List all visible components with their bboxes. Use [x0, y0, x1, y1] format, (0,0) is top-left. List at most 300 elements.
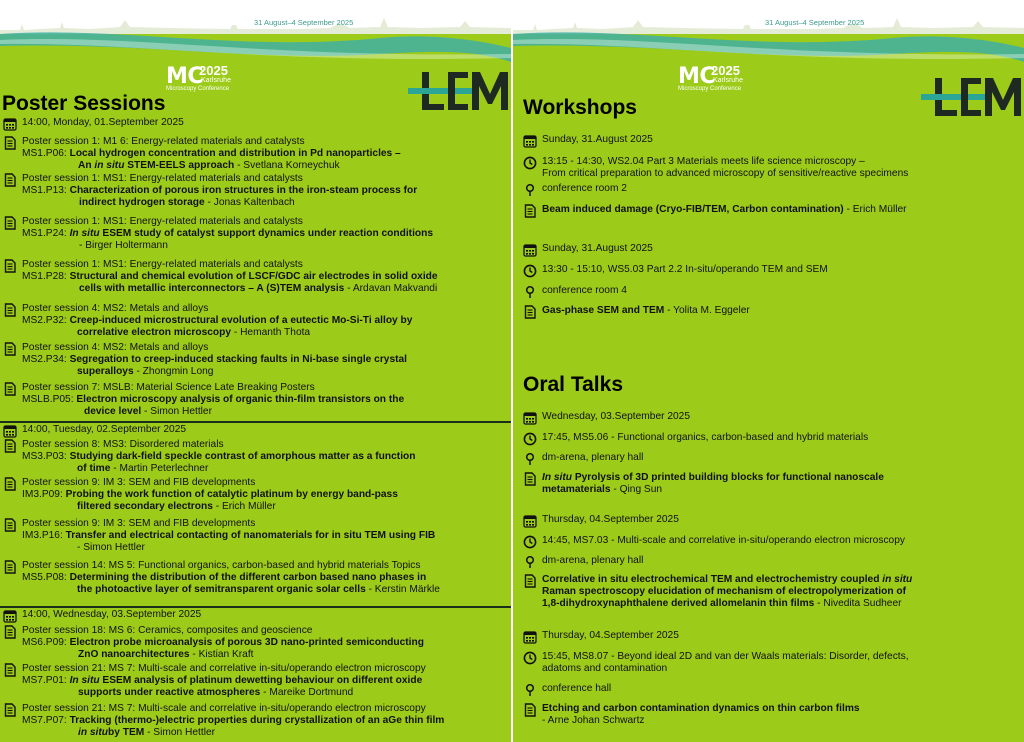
- item-text: [542, 264, 828, 276]
- event-room-row: [523, 285, 627, 297]
- title-italic: In situ: [69, 228, 100, 239]
- text-line: [542, 285, 627, 297]
- session-label: Poster session 4: MS2: Metals and alloys: [22, 303, 209, 314]
- header-date: 31 August–4 September 2025: [254, 18, 354, 27]
- text-line: [22, 271, 438, 283]
- item-text: [22, 663, 426, 699]
- oral-title: Oral Talks: [523, 373, 623, 396]
- event-date: Wednesday, 03.September 2025: [542, 411, 691, 422]
- event-time-row: [523, 651, 909, 675]
- item-text: [542, 703, 860, 727]
- author: - Jonas Kaltenbach: [204, 197, 295, 208]
- item-text: [542, 156, 908, 180]
- wave-graphic-right: [513, 28, 1024, 68]
- poster-item: [3, 382, 405, 418]
- text-line: [542, 305, 750, 317]
- location-pin-icon: [523, 183, 537, 197]
- event-date-row: [523, 411, 691, 423]
- day-separator: [0, 421, 511, 423]
- talk-title: Pyrolysis of 3D printed building blocks for functional nanoscale: [572, 472, 884, 483]
- calendar-icon: [523, 411, 537, 425]
- poster-item: [3, 303, 413, 339]
- author: - Simon Hettler: [141, 406, 212, 417]
- item-text: [22, 303, 412, 339]
- lem-logo-icon: [921, 76, 1023, 120]
- text-line: [542, 598, 912, 610]
- talk-title: Beam induced damage (Cryo-FIB/TEM, Carbon contamination): [542, 204, 844, 215]
- event-time: 13:30 - 15:10, WS5.03 Part 2.2 In-situ/operando TEM and SEM: [542, 264, 828, 275]
- text-line: [22, 584, 440, 596]
- poster-title-line: Transfer and electrical contacting of nanomaterials for in situ TEM using FIB: [65, 530, 436, 541]
- session-label: Poster session 8: MS3: Disordered materials: [22, 439, 224, 450]
- author: - Ardavan Makvandi: [344, 283, 438, 294]
- poster-code: MS1.P28:: [22, 271, 67, 282]
- text-line: [22, 382, 404, 394]
- poster-item: [3, 173, 418, 209]
- poster-code: MS2.P34:: [22, 354, 67, 365]
- calendar-icon: [3, 117, 17, 131]
- item-text: [22, 136, 401, 172]
- author: - Svetlana Korneychuk: [234, 160, 340, 171]
- title-italic: In situ: [542, 472, 572, 483]
- item-text: [542, 574, 912, 610]
- poster-title-line: Structural and chemical evolution of LSCF/GDC air electrodes in solid oxide: [69, 271, 438, 282]
- poster-title-line: ZnO nanoarchitectures: [78, 649, 190, 660]
- poster-title-line: Creep-induced microstructural evolution of a eutectic Mo-Si-Ti alloy by: [69, 315, 413, 326]
- text-line: [542, 168, 908, 180]
- lem-logo-icon: [408, 70, 510, 114]
- poster-code: MS1.P24:: [22, 228, 67, 239]
- poster-code: IM3.P16:: [22, 530, 63, 541]
- calendar-icon: [3, 424, 17, 438]
- text-line: [22, 197, 417, 209]
- item-text: [22, 382, 404, 418]
- poster-item: [3, 136, 401, 172]
- text-line: [22, 240, 433, 252]
- logo-year: 2025: [199, 63, 228, 78]
- header-date-right: 31 August–4 September 2025: [765, 18, 865, 27]
- text-line: [22, 439, 415, 451]
- text-line: [22, 530, 435, 542]
- poster-code: MS1.P06:: [22, 148, 67, 159]
- event-date-row: [523, 514, 679, 526]
- poster-title-line: indirect hydrogen storage: [79, 197, 205, 208]
- location-pin-icon: [523, 683, 537, 697]
- text-line: [22, 501, 398, 513]
- talk-title: Correlative in situ electrochemical TEM and electrochemistry coupled: [542, 574, 883, 585]
- workshops-title: Workshops: [523, 96, 637, 119]
- session-label: Poster session 1: MS1: Energy-related materials and catalysts: [22, 173, 303, 184]
- document-icon: [3, 136, 17, 150]
- author: - Erich Müller: [843, 204, 907, 215]
- item-text: [542, 285, 627, 297]
- poster-title-line: the photoactive layer of semitransparent organic solar cells: [77, 584, 366, 595]
- event-room: conference hall: [542, 683, 612, 694]
- text-line: [22, 228, 433, 240]
- author: - Nivedita Sudheer: [814, 598, 902, 609]
- item-text: [542, 305, 750, 317]
- text-line: [22, 675, 426, 687]
- item-text: [542, 134, 653, 146]
- document-icon: [3, 625, 17, 639]
- poster-code: MSLB.P05:: [22, 394, 74, 405]
- calendar-icon: [3, 609, 17, 623]
- document-icon: [3, 703, 17, 717]
- poster-code: MS3.P03:: [22, 451, 67, 462]
- poster-code: IM3.P09:: [22, 489, 63, 500]
- poster-item: [3, 625, 424, 661]
- title-italic: in situ: [882, 574, 913, 585]
- poster-title-line: filtered secondary electrons: [77, 501, 213, 512]
- text-line: [542, 134, 653, 146]
- item-text: [542, 183, 627, 195]
- text-line: [22, 703, 444, 715]
- author: - Hemanth Thota: [231, 327, 311, 338]
- text-line: [22, 463, 415, 475]
- poster-title-line: Electron probe microanalysis of porous 3D nano-printed semiconducting: [69, 637, 424, 648]
- text-line: [22, 637, 424, 649]
- talk-title: Gas-phase SEM and TEM: [542, 305, 665, 316]
- text-line: [542, 630, 679, 642]
- text-line: [22, 185, 417, 197]
- logo-mc: MC: [678, 64, 716, 89]
- item-text: [542, 535, 905, 547]
- text-line: [542, 663, 909, 675]
- item-text: [542, 651, 909, 675]
- item-text: [542, 555, 643, 567]
- text-line: [542, 472, 884, 484]
- author: - Simon Hettler: [144, 727, 216, 738]
- text-line: [22, 663, 426, 675]
- event-room-row: [523, 183, 627, 195]
- talk-item: [523, 204, 907, 216]
- document-icon: [3, 477, 17, 491]
- poster-item: [3, 663, 426, 699]
- talk-title: metamaterials: [542, 484, 611, 495]
- event-time-row: [523, 535, 905, 547]
- poster-title-line: Probing the work function of catalytic platinum by energy band-pass: [65, 489, 398, 500]
- talk-title: Etching and carbon contamination dynamics on thin carbon films: [542, 703, 860, 714]
- item-text: [542, 204, 907, 216]
- title-italic: in situ: [94, 160, 125, 171]
- event-room-row: [523, 452, 644, 464]
- document-icon: [523, 574, 537, 588]
- calendar-icon: [523, 243, 537, 257]
- poster-title-line: correlative electron microscopy: [77, 327, 232, 338]
- text-line: [542, 243, 653, 255]
- text-line: [542, 651, 909, 663]
- talk-item: [523, 305, 750, 317]
- event-time-row: [523, 432, 869, 444]
- poster-title: Poster Sessions: [2, 92, 166, 115]
- poster-title-line: Characterization of porous iron structures in the iron-steam process for: [69, 185, 418, 196]
- text-line: [22, 303, 412, 315]
- author: - Arne Johan Schwartz: [542, 715, 645, 726]
- text-line: [22, 625, 424, 637]
- document-icon: [3, 560, 17, 574]
- document-icon: [3, 518, 17, 532]
- item-text: [22, 703, 444, 739]
- event-date: Thursday, 04.September 2025: [542, 514, 679, 525]
- day-separator: [0, 606, 511, 608]
- text-line: [22, 649, 424, 661]
- session-label: Poster session 21: MS 7: Multi-scale and correlative in-situ/operando electron microscopy: [22, 663, 426, 674]
- text-line: [542, 514, 679, 526]
- mc2025-logo-right: [678, 64, 741, 92]
- logo-mc: MC: [166, 64, 204, 89]
- poster-title-line: Local hydrogen concentration and distribution in Pd nanoparticles –: [69, 148, 401, 159]
- document-icon: [3, 439, 17, 453]
- poster-code: MS5.P08:: [22, 572, 67, 583]
- text-line: [22, 489, 398, 501]
- text-line: [22, 315, 412, 327]
- item-text: [542, 243, 653, 255]
- text-line: [22, 117, 184, 129]
- event-date-row: [523, 134, 653, 146]
- text-line: [22, 406, 404, 418]
- item-text: [22, 117, 184, 129]
- poster-title-line: supports under reactive atmospheres: [78, 687, 261, 698]
- poster-title-line: Studying dark-field speckle contrast of amorphous matter as a function: [69, 451, 416, 462]
- poster-item: [3, 216, 434, 252]
- author: - Martin Peterlechner: [110, 463, 209, 474]
- item-text: [542, 411, 690, 423]
- clock-icon: [523, 535, 537, 549]
- clock-icon: [523, 432, 537, 446]
- text-line: [22, 366, 407, 378]
- day-label: 14:00, Wednesday, 03.September 2025: [22, 609, 202, 620]
- text-line: [542, 574, 912, 586]
- event-time: 15:45, MS8.07 - Beyond ideal 2D and van der Waals materials: Disorder, defects,: [542, 651, 909, 662]
- text-line: [22, 477, 398, 489]
- text-line: [22, 283, 438, 295]
- document-icon: [523, 204, 537, 218]
- item-text: [542, 452, 643, 464]
- poster-item: [3, 439, 416, 475]
- title-italic: In situ: [69, 675, 100, 686]
- item-text: [22, 173, 417, 209]
- session-label: Poster session 21: MS 7: Multi-scale and correlative in-situ/operando electron microscopy: [22, 703, 426, 714]
- text-line: [22, 560, 440, 572]
- author: - Birger Holtermann: [79, 240, 168, 251]
- poster-item: [3, 703, 445, 739]
- clock-icon: [523, 651, 537, 665]
- text-line: [542, 703, 860, 715]
- text-line: [22, 216, 433, 228]
- poster-code: MS7.P07:: [22, 715, 67, 726]
- text-line: [22, 727, 444, 739]
- document-icon: [3, 303, 17, 317]
- location-pin-icon: [523, 452, 537, 466]
- poster-title-line: cells with metallic interconnectors – A (S)TEM analysis: [79, 283, 345, 294]
- event-time: From critical preparation to advanced microscopy of sensitive/reactive specimens: [542, 168, 909, 179]
- clock-icon: [523, 264, 537, 278]
- event-time: 17:45, MS5.06 - Functional organics, carbon-based and hybrid materials: [542, 432, 869, 443]
- document-icon: [3, 342, 17, 356]
- author: - Zhongmin Long: [133, 366, 214, 377]
- event-time-row: [523, 156, 909, 180]
- poster-title-line: Determining the distribution of the different carbon based nano phases in: [69, 572, 427, 583]
- logo-subtitle: Microscopy Conference: [166, 86, 230, 92]
- day-header: [3, 424, 187, 436]
- poster-title-line: Tracking (thermo-)electric properties during crystallization of an aGe thin film: [69, 715, 445, 726]
- event-room: dm-arena, plenary hall: [542, 452, 644, 463]
- text-line: [22, 173, 417, 185]
- poster-code: MS6.P09:: [22, 637, 67, 648]
- text-line: [22, 354, 407, 366]
- author: - Yolita M. Eggeler: [664, 305, 750, 316]
- item-text: [22, 625, 424, 661]
- text-line: [22, 687, 426, 699]
- session-label: Poster session 9: IM 3: SEM and FIB developments: [22, 477, 256, 488]
- author: - Simon Hettler: [77, 542, 145, 553]
- session-label: Poster session 7: MSLB: Material Science Late Breaking Posters: [22, 382, 315, 393]
- event-date: Sunday, 31.August 2025: [542, 243, 653, 254]
- text-line: [22, 518, 435, 530]
- poster-item: [3, 342, 407, 378]
- event-time-row: [523, 264, 828, 276]
- poster-title-line: An: [78, 160, 95, 171]
- text-line: [22, 160, 401, 172]
- text-line: [542, 411, 690, 423]
- document-icon: [3, 216, 17, 230]
- document-icon: [3, 382, 17, 396]
- poster-title-line: device level: [84, 406, 142, 417]
- session-label: Poster session 14: MS 5: Functional organics, carbon-based and hybrid materials Topics: [22, 560, 421, 571]
- calendar-icon: [523, 514, 537, 528]
- text-line: [542, 432, 868, 444]
- item-text: [22, 216, 433, 252]
- document-icon: [3, 259, 17, 273]
- poster-item: [3, 518, 436, 554]
- event-date: Thursday, 04.September 2025: [542, 630, 679, 641]
- poster-panel: [0, 0, 511, 742]
- session-label: Poster session 1: MS1: Energy-related materials and catalysts: [22, 216, 303, 227]
- logo-city: Karlsruhe: [713, 77, 743, 84]
- day-label: 14:00, Monday, 01.September 2025: [22, 117, 184, 128]
- day-header: [3, 609, 202, 621]
- event-room-row: [523, 555, 644, 567]
- item-text: [22, 439, 415, 475]
- item-text: [22, 477, 398, 513]
- item-text: [542, 514, 679, 526]
- poster-title-line: Electron microscopy analysis of organic thin-film transistors on the: [76, 394, 405, 405]
- document-icon: [3, 663, 17, 677]
- event-date-row: [523, 243, 653, 255]
- poster-code: MS2.P32:: [22, 315, 67, 326]
- document-icon: [523, 703, 537, 717]
- item-text: [22, 342, 407, 378]
- item-text: [22, 424, 186, 436]
- day-header: [3, 117, 184, 129]
- item-text: [22, 518, 435, 554]
- author: - Kistian Kraft: [189, 649, 254, 660]
- text-line: [22, 342, 407, 354]
- text-line: [542, 264, 828, 276]
- event-room-row: [523, 683, 612, 695]
- text-line: [22, 259, 438, 271]
- document-icon: [3, 173, 17, 187]
- text-line: [22, 148, 401, 160]
- poster-title-line: ESEM analysis of platinum dewetting behaviour on different oxide: [99, 675, 423, 686]
- event-room: conference room 2: [542, 183, 627, 194]
- text-line: [22, 136, 401, 148]
- talk-item: [523, 472, 884, 496]
- logo-city: Karlsruhe: [201, 77, 231, 84]
- session-label: Poster session 1: MS1: Energy-related materials and catalysts: [22, 259, 303, 270]
- event-room: conference room 4: [542, 285, 627, 296]
- text-line: [542, 484, 884, 496]
- poster-title-line: Segregation to creep-induced stacking faults in Ni-base single crystal: [69, 354, 407, 365]
- item-text: [22, 609, 201, 621]
- clock-icon: [523, 156, 537, 170]
- poster-item: [3, 477, 398, 513]
- item-text: [22, 259, 438, 295]
- event-time: adatoms and contamination: [542, 663, 668, 674]
- text-line: [22, 609, 201, 621]
- author: - Qing Sun: [610, 484, 663, 495]
- calendar-icon: [523, 134, 537, 148]
- text-line: [542, 204, 907, 216]
- document-icon: [523, 305, 537, 319]
- text-line: [22, 542, 435, 554]
- text-line: [22, 715, 444, 727]
- poster-title-line: superalloys: [77, 366, 134, 377]
- talks-panel: [513, 0, 1024, 742]
- event-room: dm-arena, plenary hall: [542, 555, 644, 566]
- text-line: [542, 683, 611, 695]
- poster-title-line: TEM: [122, 727, 145, 738]
- calendar-icon: [523, 630, 537, 644]
- item-text: [542, 432, 868, 444]
- text-line: [22, 327, 412, 339]
- item-text: [542, 472, 884, 496]
- text-line: [542, 452, 643, 464]
- poster-title-line: by: [108, 727, 123, 738]
- text-line: [22, 451, 415, 463]
- poster-code: MS1.P13:: [22, 185, 67, 196]
- event-time: 13:15 - 14:30, WS2.04 Part 3 Materials meets life science microscopy –: [542, 156, 865, 167]
- item-text: [22, 560, 440, 596]
- text-line: [542, 586, 912, 598]
- poster-title-line: ESEM study of catalyst support dynamics under reaction conditions: [99, 228, 434, 239]
- poster-code: MS7.P01:: [22, 675, 67, 686]
- item-text: [542, 630, 679, 642]
- day-label: 14:00, Tuesday, 02.September 2025: [22, 424, 187, 435]
- event-time: 14:45, MS7.03 - Multi-scale and correlative in-situ/operando electron microscopy: [542, 535, 905, 546]
- title-italic: in situ: [78, 727, 108, 738]
- event-date: Sunday, 31.August 2025: [542, 134, 653, 145]
- location-pin-icon: [523, 285, 537, 299]
- event-date-row: [523, 630, 679, 642]
- item-text: [542, 683, 611, 695]
- text-line: [542, 715, 860, 727]
- author: - Kerstin Märkle: [365, 584, 440, 595]
- text-line: [22, 424, 186, 436]
- text-line: [542, 183, 627, 195]
- logo-year: 2025: [711, 63, 740, 78]
- talk-item: [523, 574, 913, 610]
- location-pin-icon: [523, 555, 537, 569]
- text-line: [542, 156, 908, 168]
- poster-title-line: STEM-EELS approach: [124, 160, 235, 171]
- poster-item: [3, 560, 440, 596]
- text-line: [542, 535, 905, 547]
- poster-title-line: of time: [77, 463, 111, 474]
- talk-title: Raman spectroscopy elucidation of mechanism of electropolymerization of: [542, 586, 906, 597]
- talk-title: 1,8-dihydroxynaphthalene derived allomelanin thin films: [542, 598, 815, 609]
- author: - Mareike Dortmund: [260, 687, 354, 698]
